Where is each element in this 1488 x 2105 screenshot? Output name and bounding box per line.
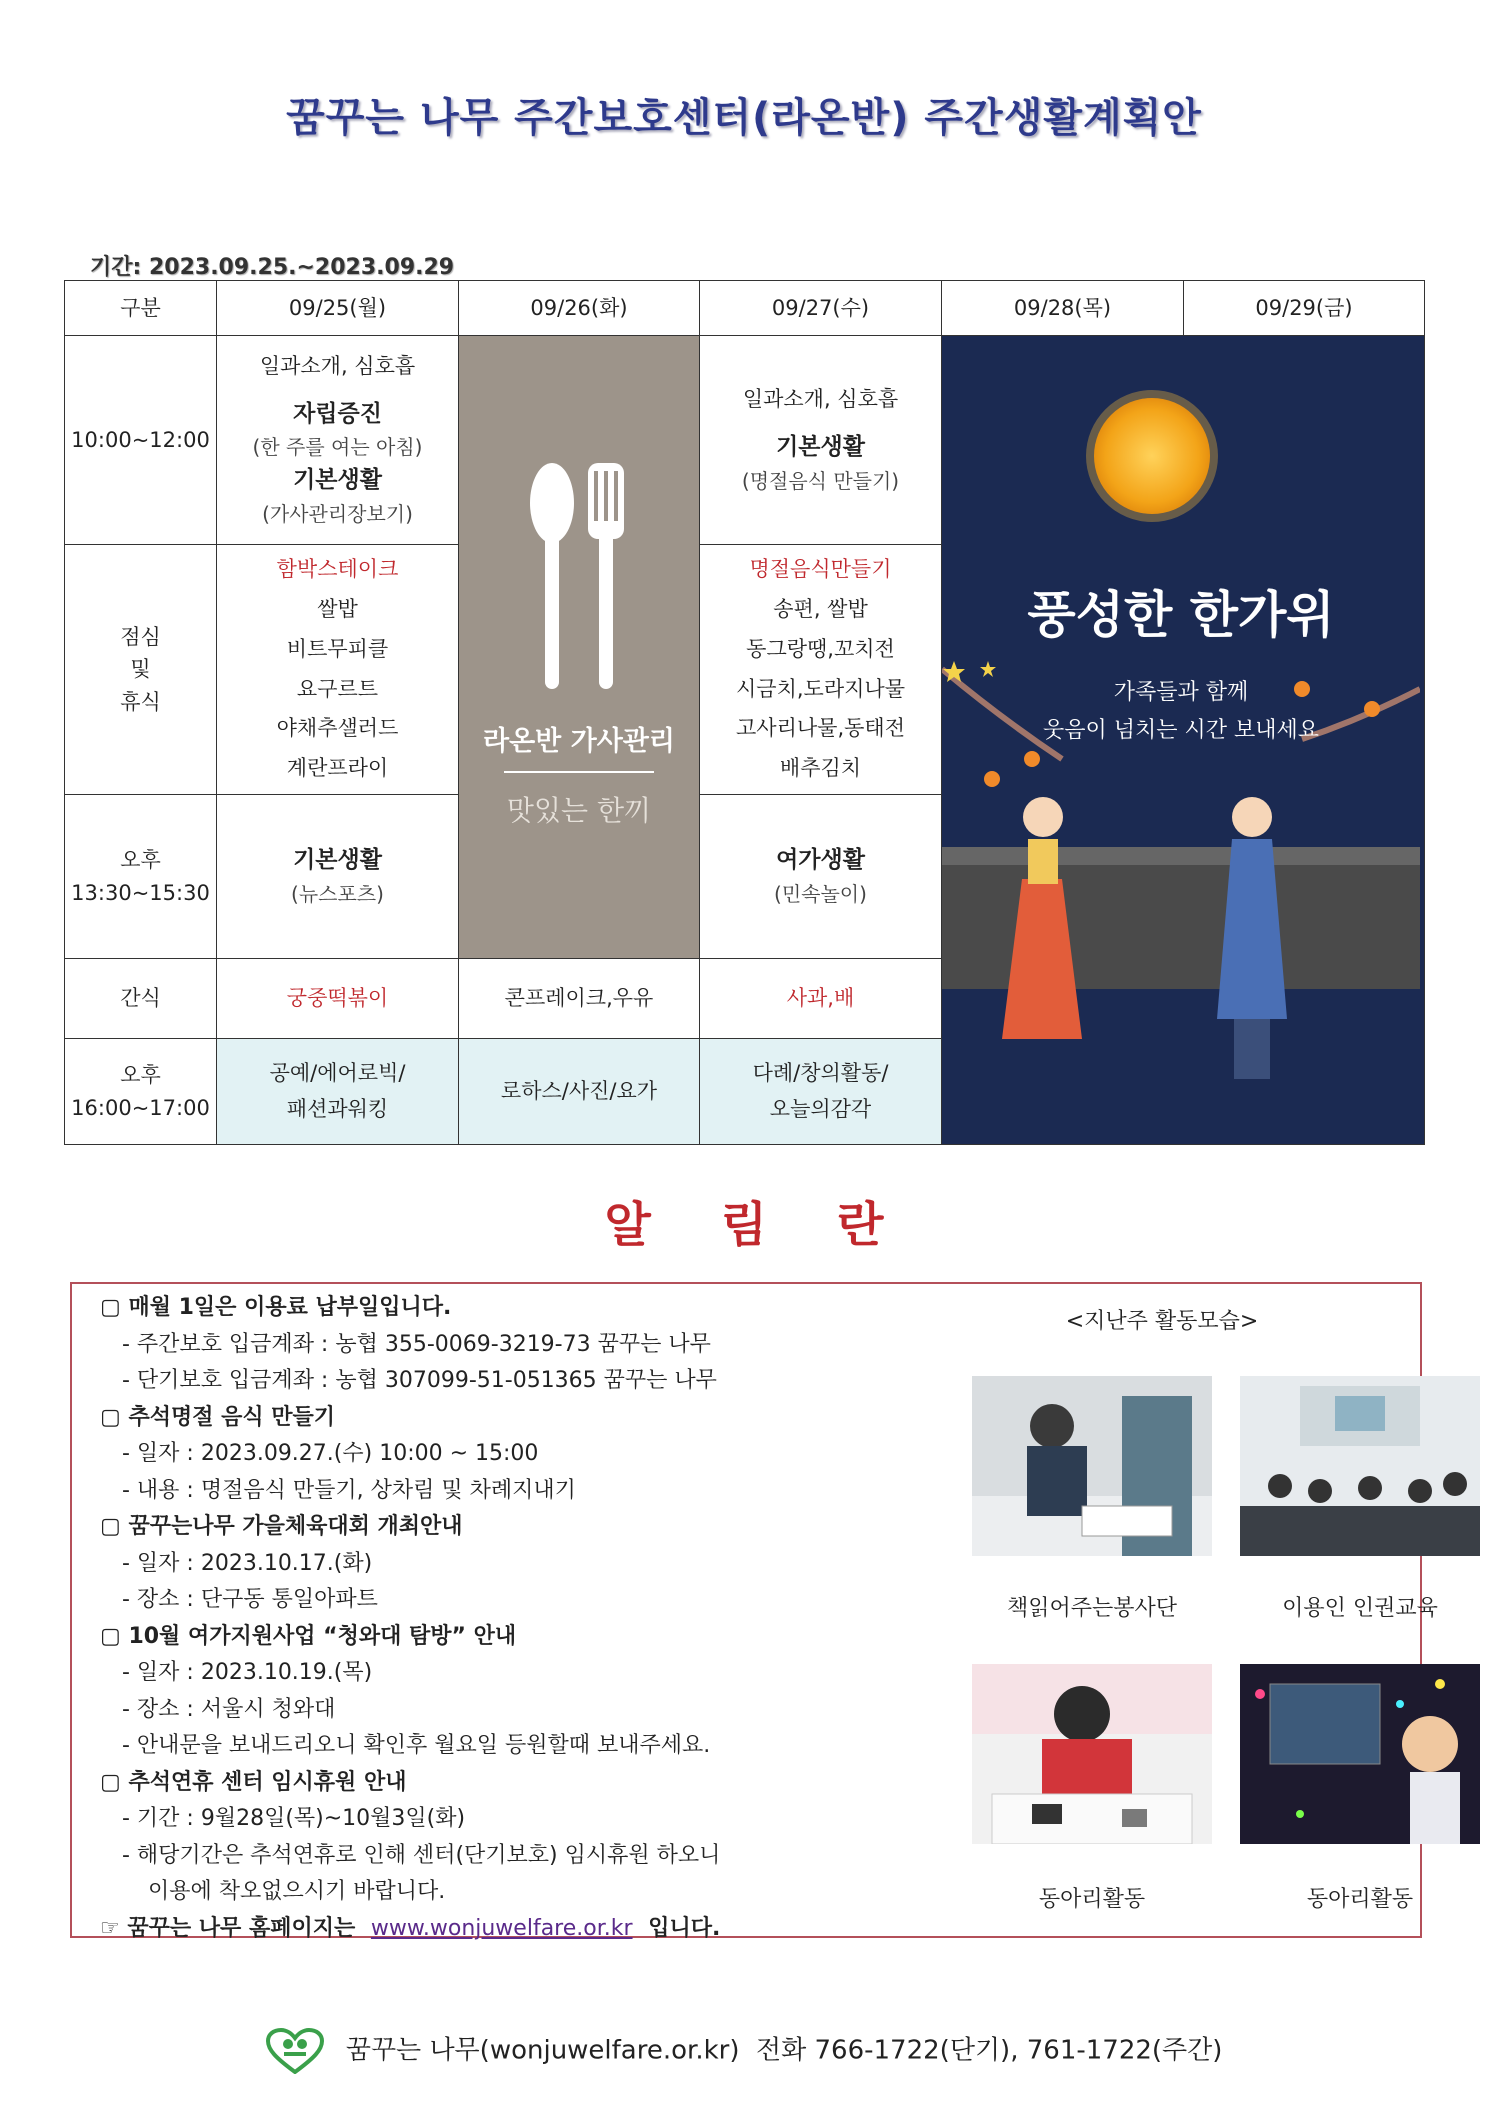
header-cell: 09/27(수) bbox=[700, 281, 942, 336]
wed-snack-cell: 사과,배 bbox=[700, 959, 942, 1039]
kitchen-title: 라온반 가사관리 bbox=[483, 726, 675, 758]
holiday-line1: 가족들과 함께 bbox=[1113, 680, 1249, 705]
header-cell: 구분 bbox=[65, 281, 217, 336]
tue-snack-cell: 콘프레이크,우유 bbox=[459, 959, 700, 1039]
notice-line: - 기간 : 9월28일(목)~10월3일(화) bbox=[122, 1806, 466, 1831]
kitchen-subtitle: 맛있는 한끼 bbox=[506, 794, 652, 828]
kitchen-divider bbox=[504, 771, 654, 773]
mon-afternoon-cell: 기본생활 (뉴스포츠) bbox=[217, 795, 459, 959]
notice-line: - 일자 : 2023.10.17.(화) bbox=[122, 1550, 373, 1576]
table-row bbox=[65, 336, 1425, 545]
notice-line: - 장소 : 서울시 청와대 bbox=[122, 1696, 336, 1722]
page-title: 꿈꾸는 나무 주간보호센터(라온반) 주간생활계획안 bbox=[286, 95, 1202, 141]
wed-afternoon-cell: 여가생활 (민속놀이) bbox=[700, 795, 942, 959]
notice-line: - 안내문을 보내드리오니 확인후 월요일 등원할때 보내주세요. bbox=[122, 1733, 711, 1758]
notice-line: - 일자 : 2023.09.27.(수) 10:00 ~ 15:00 bbox=[122, 1441, 539, 1466]
photo-rights-education bbox=[1240, 1376, 1480, 1556]
weekly-schedule-table bbox=[64, 280, 1425, 1145]
notice-line: ▢ 매월 1일은 이용료 납부일입니다. bbox=[100, 1295, 452, 1320]
wed-late-cell: 다례/창의활동/ 오늘의감각 bbox=[700, 1039, 942, 1145]
notice-line: 이용에 착오없으시기 바랍니다. bbox=[148, 1879, 446, 1904]
photo-reading-volunteer bbox=[972, 1376, 1212, 1556]
homepage-link[interactable]: www.wonjuwelfare.or.kr bbox=[370, 1915, 633, 1941]
row-label: 오후 16:00~17:00 bbox=[65, 1039, 217, 1145]
mon-morning-cell: 일과소개, 심호흡 자립증진 (한 주를 여는 아침) 기본생활 (가사관리장보기) bbox=[217, 336, 459, 545]
photo-caption: 책읽어주는봉사단 bbox=[1006, 1596, 1178, 1621]
photo-caption: 동아리활동 bbox=[1306, 1887, 1414, 1912]
kitchen-panel bbox=[459, 336, 700, 959]
holiday-line2: 웃음이 넘치는 시간 보내세요 bbox=[1042, 718, 1319, 743]
notice-list bbox=[100, 1290, 920, 1947]
photos-title: <지난주 활동모습> bbox=[1065, 1309, 1259, 1334]
photo-club-activity-2 bbox=[1240, 1664, 1480, 1844]
notice-line: - 내용 : 명절음식 만들기, 상차림 및 차례지내기 bbox=[122, 1477, 576, 1503]
photo-caption: 이용인 인권교육 bbox=[1282, 1596, 1438, 1621]
notice-line: - 일자 : 2023.10.19.(목) bbox=[122, 1660, 373, 1685]
row-label: 간식 bbox=[65, 959, 217, 1039]
table-header-row bbox=[65, 281, 1425, 336]
photo-club-activity-1 bbox=[972, 1664, 1212, 1844]
header-cell: 09/26(화) bbox=[459, 281, 700, 336]
tue-late-cell: 로하스/사진/요가 bbox=[459, 1039, 700, 1145]
period: 기간: 2023.09.25.~2023.09.29 bbox=[90, 255, 455, 280]
header-cell: 09/28(목) bbox=[942, 281, 1184, 336]
homepage-line bbox=[100, 1911, 920, 1948]
homepage-suffix: 입니다. bbox=[648, 1915, 721, 1941]
chuseok-holiday-panel bbox=[942, 336, 1425, 1145]
spoon-fork-icon bbox=[514, 461, 644, 691]
activity-photos bbox=[902, 1284, 1438, 1934]
header-cell: 09/25(월) bbox=[217, 281, 459, 336]
mon-snack-cell: 궁중떡볶이 bbox=[217, 959, 459, 1039]
notice-line: ▢ 10월 여가지원사업 “청와대 탐방” 안내 bbox=[100, 1623, 517, 1649]
row-label: 오후 13:30~15:30 bbox=[65, 795, 217, 959]
wed-lunch-cell: 명절음식만들기 송편, 쌀밥 동그랑땡,꼬치전 시금치,도라지나물 고사리나물,동태전 배추김치 bbox=[700, 545, 942, 795]
homepage-prefix: ☞ 꿈꾸는 나무 홈페이지는 bbox=[100, 1915, 356, 1941]
notice-line: ▢ 추석연휴 센터 임시휴원 안내 bbox=[100, 1769, 407, 1795]
notice-heading: 알림란 bbox=[604, 1197, 954, 1253]
notice-line: ▢ 추석명절 음식 만들기 bbox=[100, 1404, 336, 1430]
holiday-headline: 풍성한 한가위 bbox=[1027, 585, 1335, 644]
notice-line: - 단기보호 입금계좌 : 농협 307099-51-051365 꿈꾸는 나무 bbox=[122, 1368, 717, 1393]
header-cell: 09/29(금) bbox=[1184, 281, 1425, 336]
notice-line: - 장소 : 단구동 통일아파트 bbox=[122, 1587, 378, 1612]
mon-lunch-cell: 함박스테이크 쌀밥 비트무피클 요구르트 야채추샐러드 계란프라이 bbox=[217, 545, 459, 795]
notice-box bbox=[70, 1282, 1438, 1941]
footer-text: 꿈꾸는 나무(wonjuwelfare.or.kr) 전화 766-1722(단기), 761-1722(주간) bbox=[345, 2035, 1223, 2066]
notice-line: ▢ 꿈꾸는나무 가을체육대회 개최안내 bbox=[100, 1514, 463, 1539]
photo-caption: 동아리활동 bbox=[1038, 1887, 1146, 1912]
notice-line: - 해당기간은 추석연휴로 인해 센터(단기보호) 임시휴원 하오니 bbox=[122, 1842, 721, 1868]
organization-logo-icon bbox=[266, 2028, 324, 2074]
footer bbox=[0, 2028, 1488, 2074]
notice-line: - 주간보호 입금계좌 : 농협 355-0069-3219-73 꿈꾸는 나무 bbox=[122, 1331, 711, 1357]
mon-late-cell: 공예/에어로빅/ 패션과워킹 bbox=[217, 1039, 459, 1145]
row-label: 10:00~12:00 bbox=[65, 336, 217, 545]
row-label: 점심 및 휴식 bbox=[65, 545, 217, 795]
wed-morning-cell: 일과소개, 심호흡 기본생활 (명절음식 만들기) bbox=[700, 336, 942, 545]
